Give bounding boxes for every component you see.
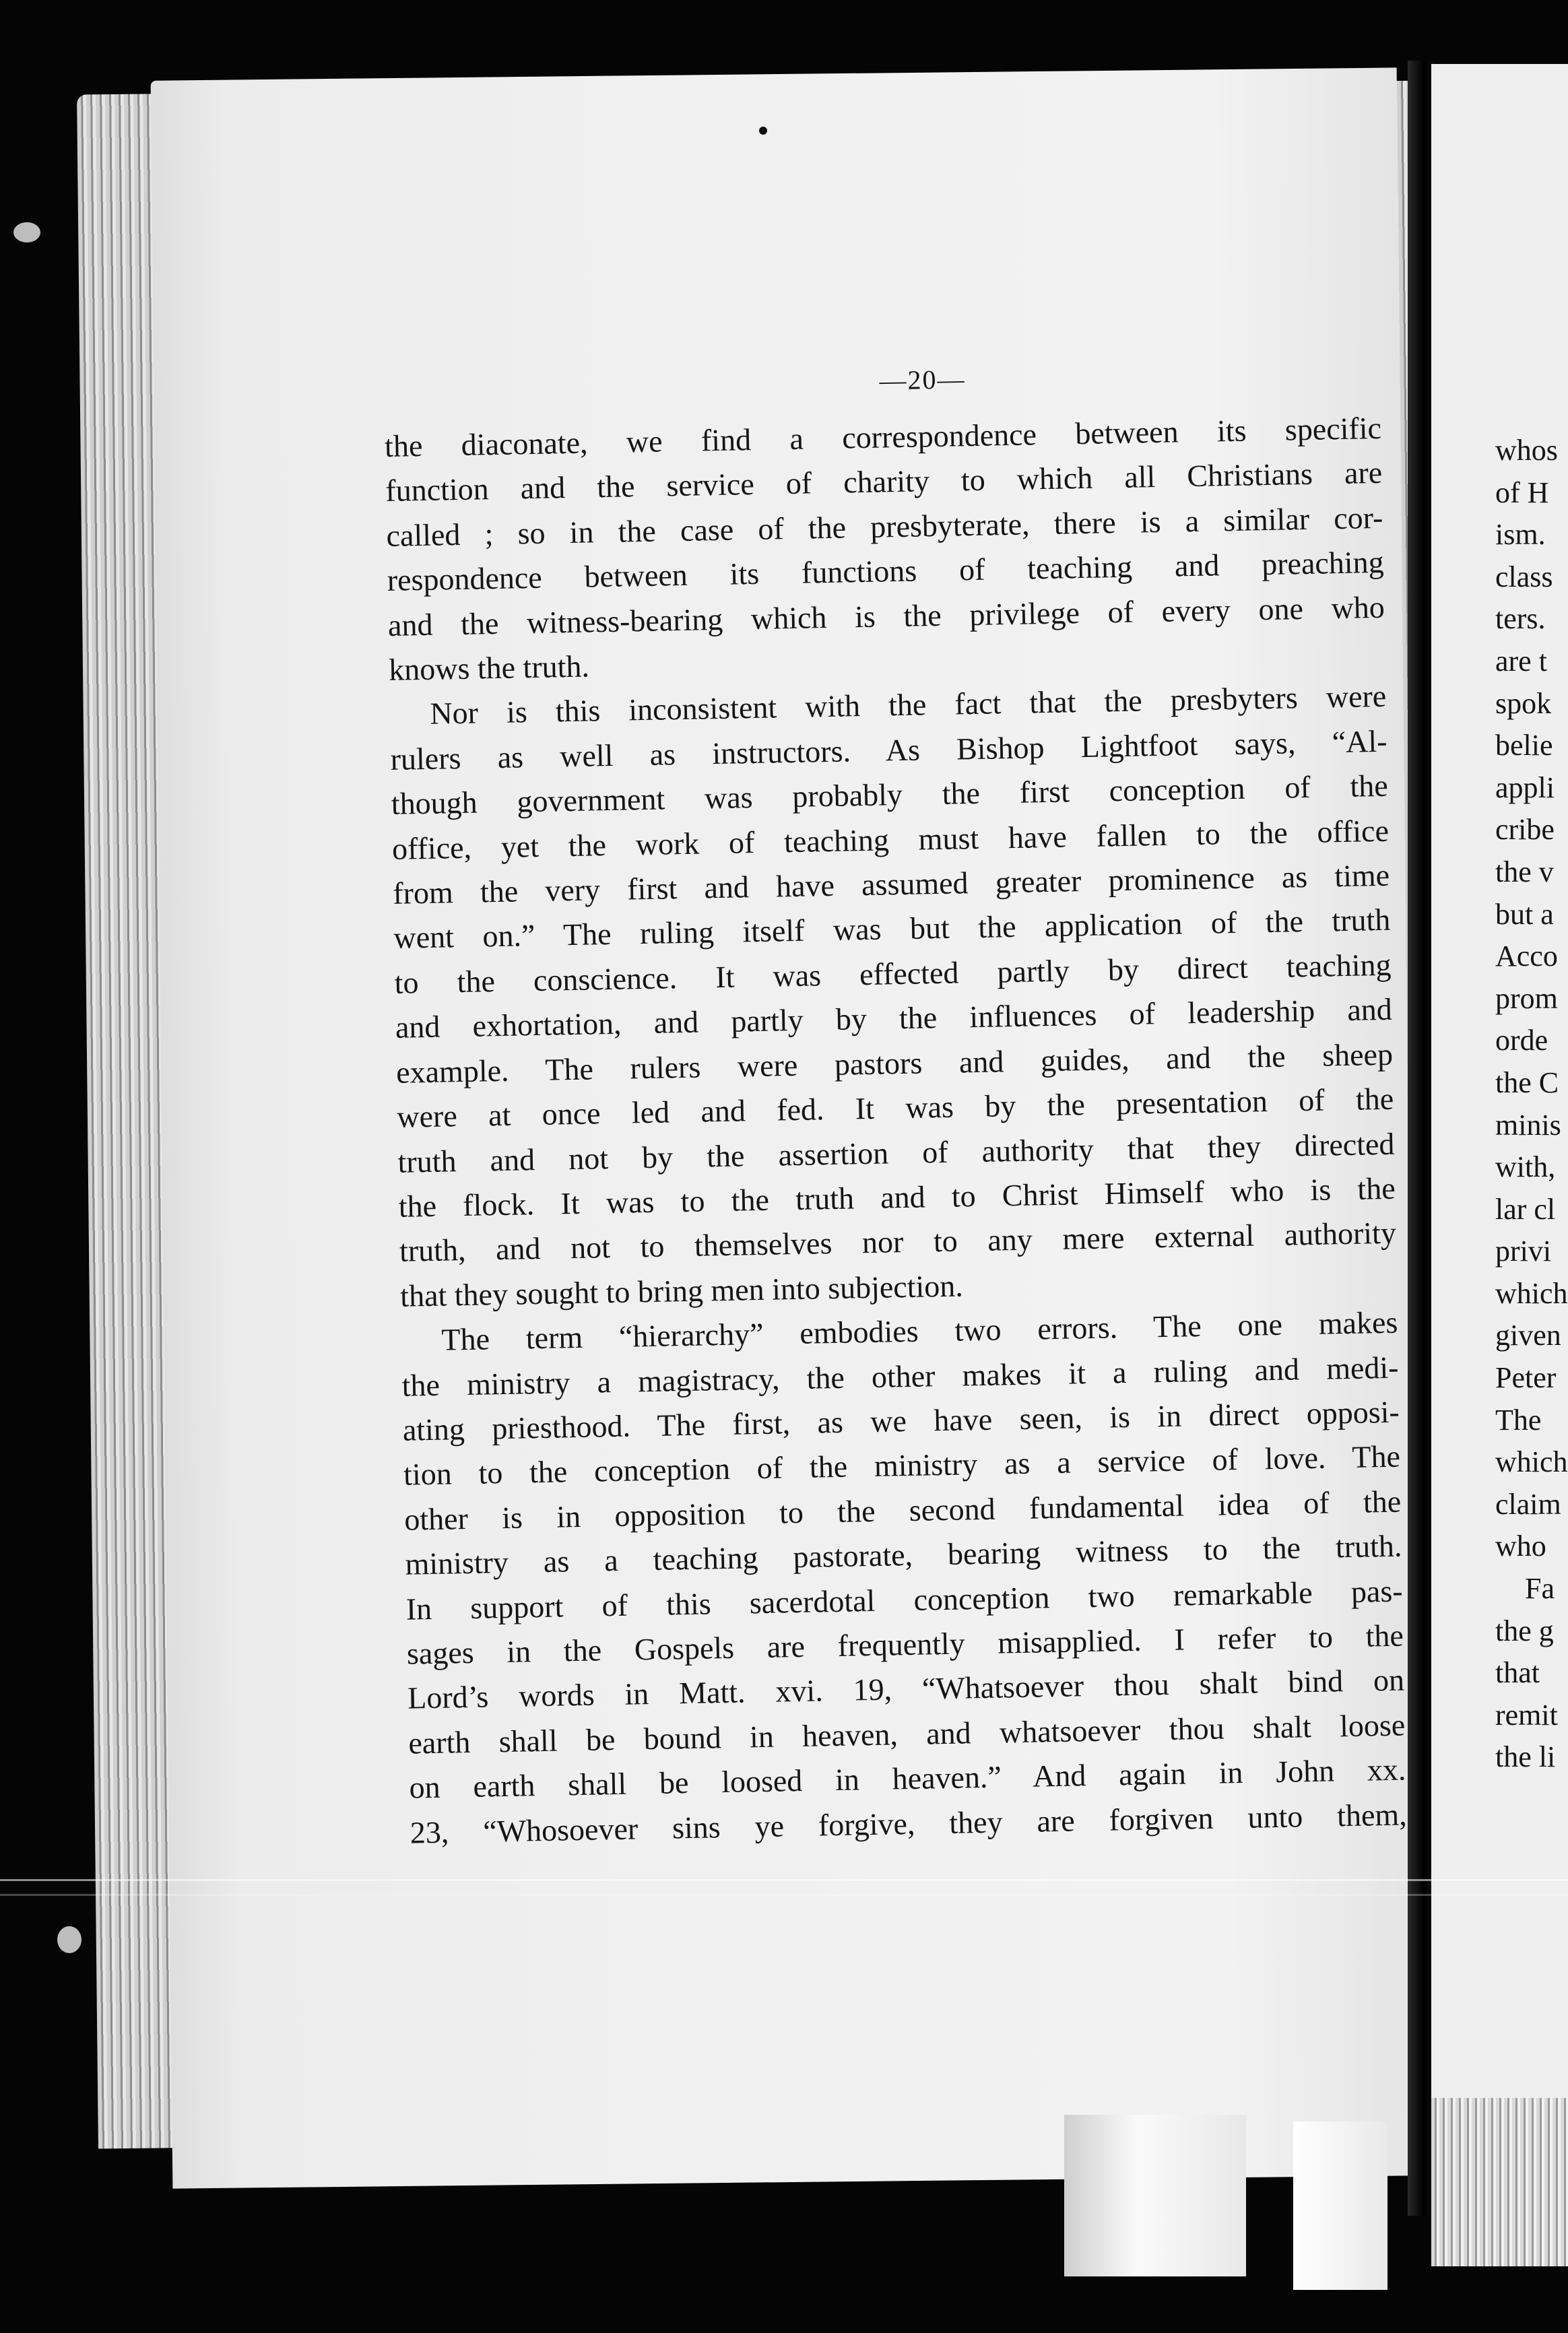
text-line: other is in opposition to the second fundamental idea of the [403, 1484, 1402, 1537]
text-line: went on.” The ruling itself was but the application of the truth [393, 902, 1391, 956]
text-line: rulers as well as instructors. As Bishop Lightfoot says, “Al- [390, 723, 1387, 777]
text-line: In support of this sacerdotal conception two remarkable pas- [405, 1573, 1404, 1626]
text-line: that they sought to bring men into subjection. [399, 1268, 964, 1313]
text-line: knows the truth. [388, 649, 590, 687]
right-text-line: the C [1495, 1065, 1559, 1099]
text-line: Lord’s words in Matt. xvi. 19, “Whatsoever thou shalt bind on [407, 1662, 1405, 1716]
right-text-line: remit [1495, 1698, 1558, 1732]
right-text-line: Acco [1495, 940, 1558, 973]
right-text-line: lar cl [1495, 1192, 1556, 1226]
text-line: The term “hierarchy” embodies two errors. The one makes [441, 1305, 1398, 1357]
text-line: truth and not by the assertion of authority that they directed [397, 1126, 1395, 1179]
right-text-line: minis [1495, 1108, 1561, 1142]
page-tab-secondary [1293, 2122, 1387, 2290]
right-text-line: ters. [1495, 602, 1546, 636]
right-text-line: ism. [1495, 518, 1546, 552]
right-text-line: but a [1495, 897, 1554, 931]
text-line: to the conscience. It was effected partly by direct teaching [394, 947, 1392, 1000]
right-text-line: the v [1495, 855, 1554, 888]
right-text-line: prom [1495, 981, 1558, 1015]
text-line: example. The rulers were pastors and guides, and the sheep [395, 1037, 1394, 1090]
right-text-line: whos [1495, 434, 1558, 467]
text-line: and exhortation, and partly by the influences of leadership and [395, 992, 1393, 1045]
text-line: office, yet the work of teaching must have fallen to the office [391, 813, 1390, 866]
text-line: Nor is this inconsistent with the fact that the presbyters were [429, 679, 1387, 731]
right-text-line: appli [1495, 770, 1555, 804]
right-text-line: are t [1495, 644, 1547, 678]
text-line: 23, “Whosoever sins ye forgive, they are forgiven unto them, [410, 1797, 1408, 1850]
text-line: tion to the conception of the ministry as a service of love. The [403, 1439, 1401, 1492]
right-text-line: which [1495, 1445, 1568, 1479]
text-line: were at once led and fed. It was by the presentation of the [396, 1081, 1394, 1134]
text-line: though government was probably the first conception of the [391, 768, 1389, 822]
text-line: and the witness-bearing which is the privilege of every one who [387, 589, 1385, 643]
scan-line [0, 1894, 1568, 1896]
right-text-line: Fa [1525, 1572, 1555, 1606]
text-line: earth shall be bound in heaven, and whatsoever thou shalt loose [407, 1707, 1406, 1761]
text-line: called ; so in the case of the presbyterate, there is a similar cor- [386, 500, 1383, 553]
right-page-text [1495, 430, 1568, 1779]
right-text-line: Peter [1495, 1361, 1557, 1395]
ink-dot [759, 127, 767, 135]
right-text-line: spok [1495, 686, 1552, 720]
text-line: the flock. It was to the truth and to Christ Himself who is the [398, 1171, 1396, 1224]
dust-speck [13, 222, 40, 242]
dust-speck [57, 1926, 81, 1953]
right-text-line: the li [1495, 1740, 1556, 1774]
right-text-line: who [1495, 1530, 1546, 1563]
right-text-line: privi [1495, 1235, 1552, 1268]
text-line: ating priesthood. The first, as we have seen, is in direct opposi- [402, 1394, 1400, 1447]
text-line: the diaconate, we find a correspondence between its specific [384, 410, 1382, 463]
page-text-block [384, 364, 1408, 1855]
text-line: function and the service of charity to which all Christians are [385, 455, 1383, 508]
page-number: —20— [879, 364, 966, 396]
right-text-line: claim [1495, 1487, 1561, 1521]
right-text-line: given [1495, 1319, 1561, 1352]
text-line: on earth shall be loosed in heaven.” And again in John xx. [409, 1752, 1406, 1805]
book-gutter [1408, 61, 1435, 2216]
right-text-line: orde [1495, 1024, 1548, 1057]
scan-line [0, 1879, 1568, 1881]
text-line: truth, and not to themselves nor to any mere external authority [399, 1215, 1397, 1269]
text-line: from the very first and have assumed greater prominence as time [392, 857, 1390, 911]
right-text-line: the g [1495, 1614, 1554, 1647]
text-line: respondence between its functions of teaching and preaching [387, 545, 1385, 598]
right-text-line: of H [1495, 475, 1549, 509]
right-text-line: class [1495, 560, 1553, 593]
right-text-line: which [1495, 1276, 1568, 1310]
right-text-line: cribe [1495, 813, 1555, 847]
text-line: ministry as a teaching pastorate, bearing witness to the truth. [405, 1528, 1402, 1581]
right-text-line: The [1495, 1403, 1542, 1437]
right-page-edges [1431, 2098, 1568, 2266]
right-text-line: that [1495, 1656, 1540, 1690]
right-text-line: belie [1495, 729, 1553, 762]
right-text-line: with, [1495, 1150, 1556, 1184]
text-line: the ministry a magistracy, the other makes it a ruling and medi- [401, 1350, 1399, 1403]
page-tab [1064, 2115, 1246, 2276]
text-line: sages in the Gospels are frequently misapplied. I refer to the [406, 1618, 1404, 1671]
